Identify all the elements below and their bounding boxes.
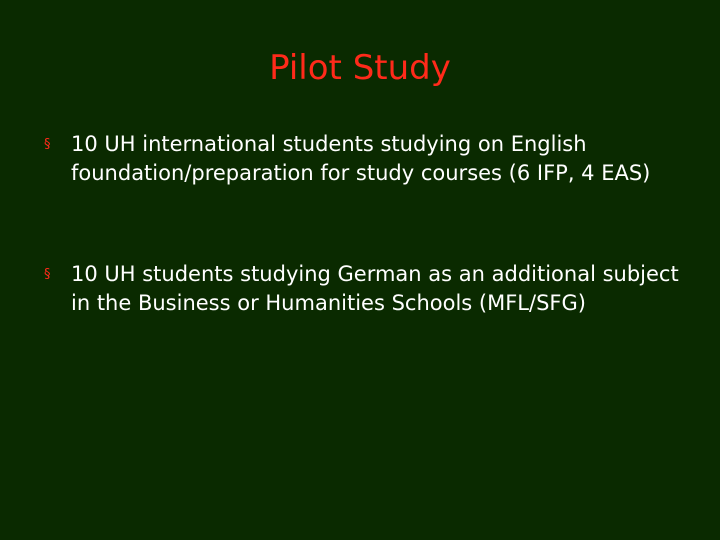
bullet-text: 10 UH international students studying on English foundation/preparation for study courses (6 IFP, 4 EAS) — [71, 132, 651, 185]
bullet-text: 10 UH students studying German as an additional subject in the Business or Humanities Schools (MFL/SFG) — [71, 262, 679, 315]
slide-title: Pilot Study — [269, 48, 451, 88]
bullet-item-international-students — [44, 130, 694, 188]
bullet-marker-icon: § — [44, 137, 51, 152]
bullet-item-german-students — [44, 260, 694, 318]
bullet-marker-icon: § — [44, 267, 51, 282]
bullet-list — [44, 130, 694, 318]
